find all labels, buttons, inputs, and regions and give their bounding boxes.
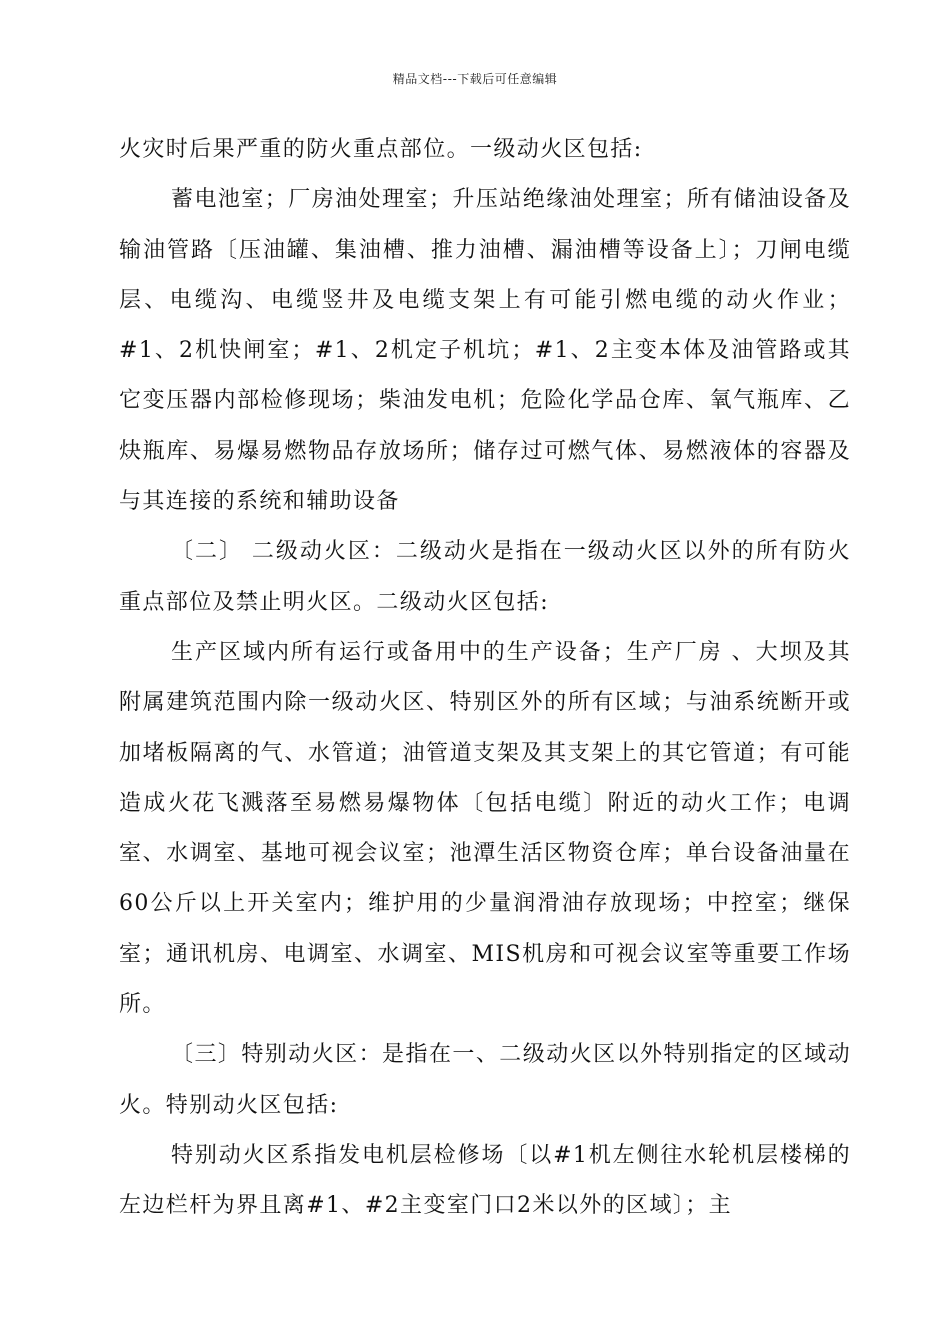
paragraph-level2-list: 生产区域内所有运行或备用中的生产设备；生产厂房 、大坝及其附属建筑范围内除一级动火区、特别区外的所有区域；与油系统断开或加堵板隔离的气、水管道；油管道支架及其支架上的其它管道；有可能造成火花飞溅落至易燃易爆物体〔包括电缆〕附近的动火工作；电调室、水调室、基地可视会议室；池潭生活区物资仓库；单台设备油量在60公斤以上开关室内；维护用的少量润滑油存放现场；中控室；继保室；通讯机房、电调室、水调室、MIS机房和可视会议室等重要工作场所。 bbox=[119, 639, 851, 1018]
paragraph-continuation: 火灾时后果严重的防火重点部位。一级动火区包括: bbox=[119, 137, 643, 162]
paragraph-special-definition: 〔三〕特别动火区：是指在一、二级动火区以外特别指定的区域动火。特别动火区包括: bbox=[119, 1042, 851, 1118]
paragraph-level2-definition: 〔二〕 二级动火区：二级动火是指在一级动火区以外的所有防火重点部位及禁止明火区。二级动火区包括: bbox=[119, 539, 851, 615]
page-header: 精品文档---下载后可任意编辑 bbox=[392, 72, 558, 86]
paragraph-special-list: 特别动火区系指发电机层检修场〔以#1机左侧往水轮机层楼梯的左边栏杆为界且离#1、#2主变室门口2米以外的区域〕；主 bbox=[119, 1142, 851, 1219]
paragraph-level1-list: 蓄电池室；厂房油处理室；升压站绝缘油处理室；所有储油设备及输油管路〔压油罐、集油槽、推力油槽、漏油槽等设备上〕；刀闸电缆层、电缆沟、电缆竖井及电缆支架上有可能引燃电缆的动火作业；#1、2机快闸室；#1、2机定子机坑；#1、2主变本体及油管路或其它变压器内部检修现场；柴油发电机；危险化学品仓库、氧气瓶库、乙炔瓶库、易爆易燃物品存放场所；储存过可燃气体、易燃液体的容器及与其连接的系统和辅助设备 bbox=[119, 187, 851, 515]
document-body bbox=[119, 125, 851, 1232]
